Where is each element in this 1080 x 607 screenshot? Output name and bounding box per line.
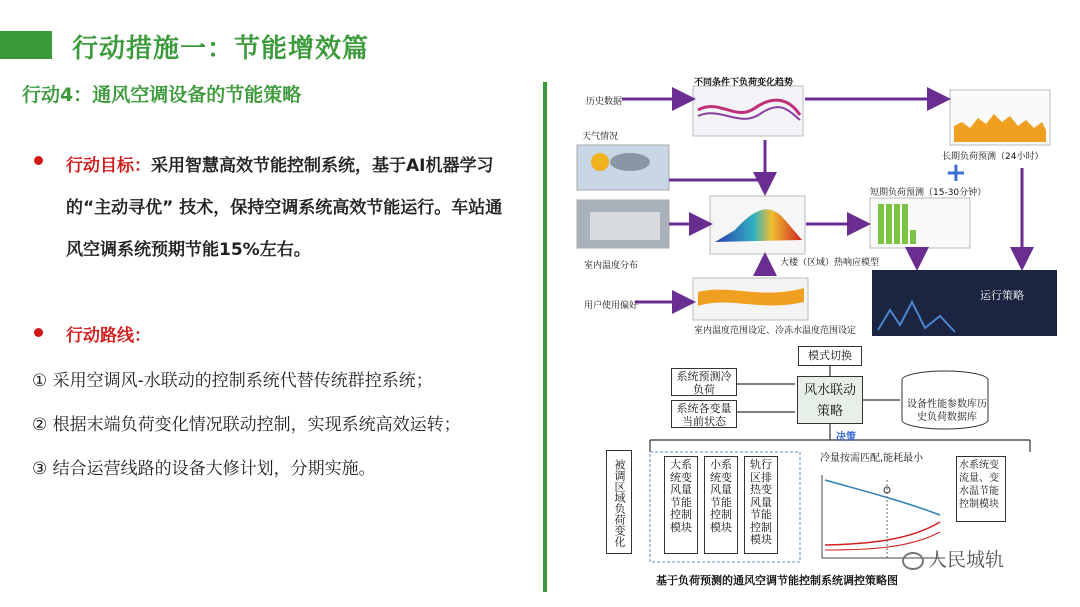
short-term-label: 短期负荷预测（15-30分钟）: [870, 188, 987, 198]
route-item-1: ① 采用空调风-水联动的控制系统代替传统群控系统；: [32, 371, 433, 391]
ops-strategy-label: 运行策略: [980, 289, 1024, 302]
plus-icon: +: [945, 158, 967, 188]
long-term-label: 长期负荷预测（24小时）: [942, 152, 1044, 162]
page-title: 行动措施一：节能增效篇: [72, 34, 370, 64]
short-term-chart: [870, 198, 970, 248]
mode-switch-box: 模式切换: [798, 346, 862, 366]
chart-curve: [825, 522, 940, 545]
energy-chart-title: 冷量按需匹配,能耗最小: [820, 453, 924, 464]
route-item-2: ② 根据末端负荷变化情况联动控制，实现系统高效运转；: [32, 415, 461, 435]
cloud-icon: [610, 153, 650, 171]
watermark-text: 人民城轨: [928, 549, 1005, 571]
short-term-bar: [894, 204, 900, 244]
goal-paragraph: [66, 145, 506, 271]
system-predict-box: 系统预测冷负荷: [671, 368, 737, 396]
goal-text: 采用智慧高效节能控制系统，基于AI机器学习的“主动寻优” 技术，保持空调系统高效节能运行。车站通风空调系统预期节能15%左右。: [66, 156, 503, 260]
heat-model-label: 大楼（区域）热响应模型: [780, 258, 880, 268]
watermark-logo-icon: [902, 552, 924, 570]
water-module-box: 水系统变流量、变水温节能控制模块: [956, 456, 1006, 522]
station-building: [590, 212, 660, 240]
vertical-divider: [543, 82, 547, 592]
route-item-3: ③ 结合运营线路的设备大修计划，分期实施。: [32, 459, 376, 479]
module-1-box: 大系统变风量节能控制模块: [664, 456, 698, 554]
route-bullet: [34, 328, 43, 337]
goal-label: 行动目标：: [66, 156, 151, 176]
user-pref-label: 用户使用偏好: [584, 301, 639, 311]
module-3-box: 轨行区排热变风量节能控制模块: [744, 456, 778, 554]
short-term-bar: [878, 204, 884, 244]
goal-bullet: [34, 156, 43, 165]
system-state-box: 系统各变量当前状态: [671, 400, 737, 428]
section-subtitle: 行动4：通风空调设备的节能策略: [22, 84, 302, 106]
watermark: [902, 545, 1004, 572]
decision-label: 决策: [836, 432, 856, 443]
zone-load-box: 被调区域负荷变化: [606, 450, 632, 554]
range-setting-label: 室内温度范围设定、冷冻水温度范围设定: [694, 326, 857, 336]
figure-caption: 基于负荷预测的通风空调节能控制系统调控策略图: [656, 574, 898, 587]
strategy-box: 风水联动策略: [797, 376, 863, 424]
database-label: 设备性能参数库历史负荷数据库: [907, 399, 987, 423]
short-term-bar: [910, 230, 916, 244]
short-term-bar: [902, 204, 908, 244]
short-term-bar: [886, 204, 892, 244]
load-trend-label: 不同条件下负荷变化趋势: [694, 78, 794, 88]
sun-icon: [591, 153, 609, 171]
chart-curve: [825, 480, 940, 515]
module-2-box: 小系统变风量节能控制模块: [704, 456, 738, 554]
history-data-label: 历史数据: [586, 97, 623, 107]
weather-label: 天气情况: [582, 132, 619, 142]
route-label: 行动路线：: [66, 326, 151, 346]
indoor-temp-label: 室内温度分布: [584, 261, 639, 271]
title-accent-bar: [0, 31, 52, 59]
